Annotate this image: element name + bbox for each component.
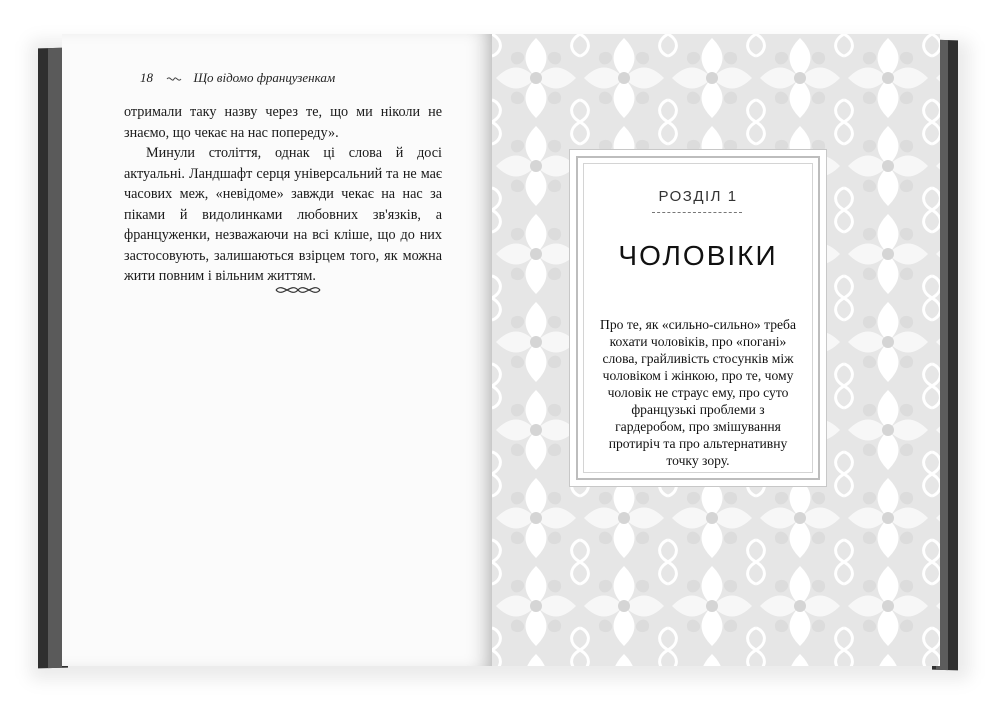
- page-number: 18: [140, 70, 153, 85]
- paragraph: отримали таку назву через те, що ми ніколи не знаємо, що чекає на нас попереду».: [124, 104, 442, 141]
- running-head-title: Що відомо французенкам: [193, 70, 336, 85]
- body-text: [124, 102, 442, 287]
- chapter-title: ЧОЛОВІКИ: [618, 240, 778, 271]
- chapter-panel: [576, 156, 820, 480]
- ornament-icon: [166, 75, 182, 83]
- paragraph: Минули століття, однак ці слова й досі актуальні. Ландшафт серця універсальний та не має часових меж, «невідоме» завжди чекає на нас за піками й видолинками любовних зв'язків, а француженки, незважаючи на всі кліше, що до них застосовують, залишаються взірцем того, як можна жити повним і вільним життям.: [124, 145, 442, 284]
- divider: [652, 212, 742, 213]
- chapter-label: РОЗДІЛ 1: [658, 188, 738, 205]
- chapter-summary: Про те, як «сильно-сильно» треба кохати чоловіків, про «погані» слова, грайливість стосунків між чоловіком і жінкою, про те, чому чоловік не страус ему, про суто французькі проблеми з гардеробом, про змішування протиріч та про альтернативну точку зору.: [600, 317, 796, 468]
- fleuron-icon: [273, 281, 323, 299]
- running-head: [140, 70, 335, 86]
